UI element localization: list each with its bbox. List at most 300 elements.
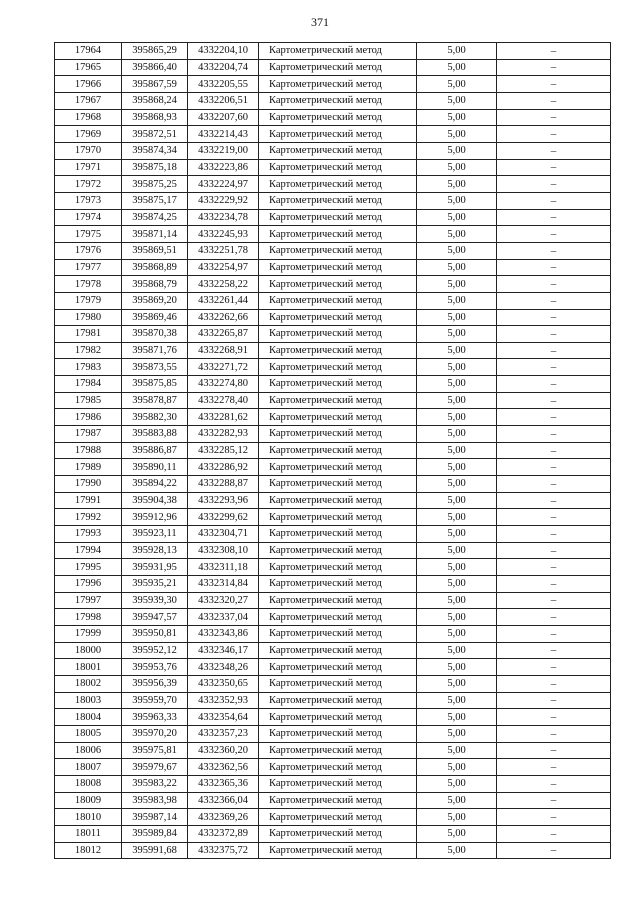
method-cell: Картометрический метод <box>259 476 417 493</box>
y-coordinate-cell: 4332285,12 <box>188 442 259 459</box>
accuracy-cell: 5,00 <box>417 309 497 326</box>
point-number-cell: 18009 <box>55 792 122 809</box>
x-coordinate-cell: 395912,96 <box>122 509 188 526</box>
point-number-cell: 17969 <box>55 126 122 143</box>
note-cell: – <box>497 642 611 659</box>
table-row <box>55 592 611 609</box>
method-cell: Картометрический метод <box>259 659 417 676</box>
method-cell: Картометрический метод <box>259 309 417 326</box>
y-coordinate-cell: 4332375,72 <box>188 842 259 859</box>
point-number-cell: 17975 <box>55 226 122 243</box>
x-coordinate-cell: 395875,85 <box>122 376 188 393</box>
table-row <box>55 609 611 626</box>
x-coordinate-cell: 395950,81 <box>122 625 188 642</box>
table-row <box>55 43 611 60</box>
method-cell: Картометрический метод <box>259 742 417 759</box>
x-coordinate-cell: 395928,13 <box>122 542 188 559</box>
point-number-cell: 18001 <box>55 659 122 676</box>
note-cell: – <box>497 59 611 76</box>
x-coordinate-cell: 395878,87 <box>122 392 188 409</box>
accuracy-cell: 5,00 <box>417 142 497 159</box>
note-cell: – <box>497 159 611 176</box>
method-cell: Картометрический метод <box>259 359 417 376</box>
y-coordinate-cell: 4332268,91 <box>188 342 259 359</box>
point-number-cell: 17966 <box>55 76 122 93</box>
x-coordinate-cell: 395870,38 <box>122 326 188 343</box>
note-cell: – <box>497 792 611 809</box>
point-number-cell: 17973 <box>55 192 122 209</box>
table-row <box>55 59 611 76</box>
note-cell: – <box>497 742 611 759</box>
point-number-cell: 18011 <box>55 825 122 842</box>
accuracy-cell: 5,00 <box>417 109 497 126</box>
note-cell: – <box>497 276 611 293</box>
note-cell: – <box>497 459 611 476</box>
y-coordinate-cell: 4332219,00 <box>188 142 259 159</box>
table-row <box>55 342 611 359</box>
method-cell: Картометрический метод <box>259 92 417 109</box>
point-number-cell: 18008 <box>55 775 122 792</box>
table-row <box>55 642 611 659</box>
note-cell: – <box>497 43 611 60</box>
accuracy-cell: 5,00 <box>417 659 497 676</box>
point-number-cell: 17997 <box>55 592 122 609</box>
point-number-cell: 17974 <box>55 209 122 226</box>
point-number-cell: 17992 <box>55 509 122 526</box>
x-coordinate-cell: 395865,29 <box>122 43 188 60</box>
y-coordinate-cell: 4332254,97 <box>188 259 259 276</box>
point-number-cell: 17979 <box>55 292 122 309</box>
accuracy-cell: 5,00 <box>417 576 497 593</box>
method-cell: Картометрический метод <box>259 609 417 626</box>
y-coordinate-cell: 4332281,62 <box>188 409 259 426</box>
coordinates-table <box>54 42 611 859</box>
method-cell: Картометрический метод <box>259 409 417 426</box>
point-number-cell: 17981 <box>55 326 122 343</box>
y-coordinate-cell: 4332224,97 <box>188 176 259 193</box>
accuracy-cell: 5,00 <box>417 725 497 742</box>
note-cell: – <box>497 526 611 543</box>
table-row <box>55 442 611 459</box>
accuracy-cell: 5,00 <box>417 609 497 626</box>
table-row <box>55 459 611 476</box>
note-cell: – <box>497 576 611 593</box>
table-row <box>55 759 611 776</box>
accuracy-cell: 5,00 <box>417 126 497 143</box>
method-cell: Картометрический метод <box>259 292 417 309</box>
accuracy-cell: 5,00 <box>417 392 497 409</box>
table-row <box>55 209 611 226</box>
accuracy-cell: 5,00 <box>417 809 497 826</box>
x-coordinate-cell: 395956,39 <box>122 675 188 692</box>
note-cell: – <box>497 292 611 309</box>
accuracy-cell: 5,00 <box>417 526 497 543</box>
method-cell: Картометрический метод <box>259 176 417 193</box>
table-row <box>55 692 611 709</box>
point-number-cell: 17995 <box>55 559 122 576</box>
method-cell: Картометрический метод <box>259 226 417 243</box>
x-coordinate-cell: 395953,76 <box>122 659 188 676</box>
note-cell: – <box>497 542 611 559</box>
table-row <box>55 76 611 93</box>
note-cell: – <box>497 326 611 343</box>
table-row <box>55 542 611 559</box>
x-coordinate-cell: 395979,67 <box>122 759 188 776</box>
y-coordinate-cell: 4332205,55 <box>188 76 259 93</box>
point-number-cell: 18010 <box>55 809 122 826</box>
method-cell: Картометрический метод <box>259 576 417 593</box>
y-coordinate-cell: 4332258,22 <box>188 276 259 293</box>
point-number-cell: 17988 <box>55 442 122 459</box>
method-cell: Картометрический метод <box>259 159 417 176</box>
method-cell: Картометрический метод <box>259 559 417 576</box>
y-coordinate-cell: 4332299,62 <box>188 509 259 526</box>
x-coordinate-cell: 395873,55 <box>122 359 188 376</box>
method-cell: Картометрический метод <box>259 426 417 443</box>
point-number-cell: 17972 <box>55 176 122 193</box>
y-coordinate-cell: 4332245,93 <box>188 226 259 243</box>
y-coordinate-cell: 4332314,84 <box>188 576 259 593</box>
x-coordinate-cell: 395869,46 <box>122 309 188 326</box>
y-coordinate-cell: 4332229,92 <box>188 192 259 209</box>
point-number-cell: 17984 <box>55 376 122 393</box>
accuracy-cell: 5,00 <box>417 242 497 259</box>
x-coordinate-cell: 395875,18 <box>122 159 188 176</box>
method-cell: Картометрический метод <box>259 442 417 459</box>
note-cell: – <box>497 76 611 93</box>
y-coordinate-cell: 4332261,44 <box>188 292 259 309</box>
x-coordinate-cell: 395952,12 <box>122 642 188 659</box>
method-cell: Картометрический метод <box>259 509 417 526</box>
note-cell: – <box>497 625 611 642</box>
note-cell: – <box>497 809 611 826</box>
table-row <box>55 176 611 193</box>
method-cell: Картометрический метод <box>259 259 417 276</box>
table-row <box>55 226 611 243</box>
x-coordinate-cell: 395871,76 <box>122 342 188 359</box>
accuracy-cell: 5,00 <box>417 642 497 659</box>
accuracy-cell: 5,00 <box>417 159 497 176</box>
note-cell: – <box>497 559 611 576</box>
method-cell: Картометрический метод <box>259 376 417 393</box>
x-coordinate-cell: 395882,30 <box>122 409 188 426</box>
note-cell: – <box>497 509 611 526</box>
note-cell: – <box>497 476 611 493</box>
accuracy-cell: 5,00 <box>417 592 497 609</box>
accuracy-cell: 5,00 <box>417 709 497 726</box>
x-coordinate-cell: 395987,14 <box>122 809 188 826</box>
y-coordinate-cell: 4332311,18 <box>188 559 259 576</box>
y-coordinate-cell: 4332354,64 <box>188 709 259 726</box>
x-coordinate-cell: 395872,51 <box>122 126 188 143</box>
method-cell: Картометрический метод <box>259 326 417 343</box>
table-row <box>55 326 611 343</box>
table-row <box>55 309 611 326</box>
point-number-cell: 17993 <box>55 526 122 543</box>
note-cell: – <box>497 309 611 326</box>
note-cell: – <box>497 259 611 276</box>
table-row <box>55 109 611 126</box>
coordinates-table-body <box>55 43 611 859</box>
method-cell: Картометрический метод <box>259 109 417 126</box>
x-coordinate-cell: 395868,89 <box>122 259 188 276</box>
table-row <box>55 192 611 209</box>
table-row <box>55 809 611 826</box>
accuracy-cell: 5,00 <box>417 259 497 276</box>
note-cell: – <box>497 376 611 393</box>
method-cell: Картометрический метод <box>259 759 417 776</box>
y-coordinate-cell: 4332223,86 <box>188 159 259 176</box>
y-coordinate-cell: 4332204,10 <box>188 43 259 60</box>
accuracy-cell: 5,00 <box>417 426 497 443</box>
y-coordinate-cell: 4332214,43 <box>188 126 259 143</box>
note-cell: – <box>497 92 611 109</box>
point-number-cell: 18005 <box>55 725 122 742</box>
accuracy-cell: 5,00 <box>417 442 497 459</box>
method-cell: Картометрический метод <box>259 43 417 60</box>
x-coordinate-cell: 395991,68 <box>122 842 188 859</box>
method-cell: Картометрический метод <box>259 825 417 842</box>
accuracy-cell: 5,00 <box>417 492 497 509</box>
point-number-cell: 17971 <box>55 159 122 176</box>
table-row <box>55 376 611 393</box>
accuracy-cell: 5,00 <box>417 276 497 293</box>
note-cell: – <box>497 192 611 209</box>
accuracy-cell: 5,00 <box>417 476 497 493</box>
y-coordinate-cell: 4332265,87 <box>188 326 259 343</box>
table-row <box>55 426 611 443</box>
table-row <box>55 476 611 493</box>
note-cell: – <box>497 359 611 376</box>
x-coordinate-cell: 395875,17 <box>122 192 188 209</box>
y-coordinate-cell: 4332369,26 <box>188 809 259 826</box>
note-cell: – <box>497 409 611 426</box>
y-coordinate-cell: 4332282,93 <box>188 426 259 443</box>
method-cell: Картометрический метод <box>259 342 417 359</box>
point-number-cell: 18007 <box>55 759 122 776</box>
table-row <box>55 142 611 159</box>
y-coordinate-cell: 4332320,27 <box>188 592 259 609</box>
note-cell: – <box>497 709 611 726</box>
x-coordinate-cell: 395904,38 <box>122 492 188 509</box>
method-cell: Картометрический метод <box>259 625 417 642</box>
method-cell: Картометрический метод <box>259 542 417 559</box>
y-coordinate-cell: 4332308,10 <box>188 542 259 559</box>
y-coordinate-cell: 4332262,66 <box>188 309 259 326</box>
y-coordinate-cell: 4332360,20 <box>188 742 259 759</box>
x-coordinate-cell: 395868,24 <box>122 92 188 109</box>
note-cell: – <box>497 442 611 459</box>
note-cell: – <box>497 126 611 143</box>
table-row <box>55 559 611 576</box>
method-cell: Картометрический метод <box>259 675 417 692</box>
accuracy-cell: 5,00 <box>417 209 497 226</box>
x-coordinate-cell: 395894,22 <box>122 476 188 493</box>
x-coordinate-cell: 395868,79 <box>122 276 188 293</box>
table-row <box>55 625 611 642</box>
y-coordinate-cell: 4332286,92 <box>188 459 259 476</box>
accuracy-cell: 5,00 <box>417 759 497 776</box>
note-cell: – <box>497 142 611 159</box>
accuracy-cell: 5,00 <box>417 376 497 393</box>
point-number-cell: 17985 <box>55 392 122 409</box>
y-coordinate-cell: 4332204,74 <box>188 59 259 76</box>
note-cell: – <box>497 725 611 742</box>
table-row <box>55 526 611 543</box>
point-number-cell: 18012 <box>55 842 122 859</box>
method-cell: Картометрический метод <box>259 725 417 742</box>
method-cell: Картометрический метод <box>259 809 417 826</box>
x-coordinate-cell: 395868,93 <box>122 109 188 126</box>
method-cell: Картометрический метод <box>259 76 417 93</box>
accuracy-cell: 5,00 <box>417 359 497 376</box>
table-row <box>55 392 611 409</box>
point-number-cell: 17991 <box>55 492 122 509</box>
method-cell: Картометрический метод <box>259 592 417 609</box>
note-cell: – <box>497 825 611 842</box>
y-coordinate-cell: 4332343,86 <box>188 625 259 642</box>
y-coordinate-cell: 4332352,93 <box>188 692 259 709</box>
note-cell: – <box>497 209 611 226</box>
method-cell: Картометрический метод <box>259 842 417 859</box>
accuracy-cell: 5,00 <box>417 292 497 309</box>
y-coordinate-cell: 4332348,26 <box>188 659 259 676</box>
table-row <box>55 709 611 726</box>
note-cell: – <box>497 492 611 509</box>
x-coordinate-cell: 395935,21 <box>122 576 188 593</box>
accuracy-cell: 5,00 <box>417 226 497 243</box>
note-cell: – <box>497 392 611 409</box>
note-cell: – <box>497 775 611 792</box>
x-coordinate-cell: 395931,95 <box>122 559 188 576</box>
y-coordinate-cell: 4332346,17 <box>188 642 259 659</box>
x-coordinate-cell: 395866,40 <box>122 59 188 76</box>
method-cell: Картометрический метод <box>259 142 417 159</box>
note-cell: – <box>497 609 611 626</box>
note-cell: – <box>497 842 611 859</box>
table-row <box>55 276 611 293</box>
method-cell: Картометрический метод <box>259 276 417 293</box>
table-row <box>55 675 611 692</box>
point-number-cell: 17989 <box>55 459 122 476</box>
accuracy-cell: 5,00 <box>417 509 497 526</box>
note-cell: – <box>497 176 611 193</box>
accuracy-cell: 5,00 <box>417 176 497 193</box>
y-coordinate-cell: 4332304,71 <box>188 526 259 543</box>
method-cell: Картометрический метод <box>259 192 417 209</box>
point-number-cell: 18006 <box>55 742 122 759</box>
method-cell: Картометрический метод <box>259 775 417 792</box>
x-coordinate-cell: 395875,25 <box>122 176 188 193</box>
point-number-cell: 17980 <box>55 309 122 326</box>
table-row <box>55 576 611 593</box>
accuracy-cell: 5,00 <box>417 59 497 76</box>
accuracy-cell: 5,00 <box>417 326 497 343</box>
y-coordinate-cell: 4332362,56 <box>188 759 259 776</box>
x-coordinate-cell: 395886,87 <box>122 442 188 459</box>
note-cell: – <box>497 226 611 243</box>
accuracy-cell: 5,00 <box>417 409 497 426</box>
accuracy-cell: 5,00 <box>417 76 497 93</box>
table-row <box>55 842 611 859</box>
x-coordinate-cell: 395869,20 <box>122 292 188 309</box>
method-cell: Картометрический метод <box>259 459 417 476</box>
table-row <box>55 359 611 376</box>
point-number-cell: 17970 <box>55 142 122 159</box>
x-coordinate-cell: 395983,98 <box>122 792 188 809</box>
method-cell: Картометрический метод <box>259 392 417 409</box>
x-coordinate-cell: 395890,11 <box>122 459 188 476</box>
table-row <box>55 242 611 259</box>
table-row <box>55 409 611 426</box>
note-cell: – <box>497 426 611 443</box>
method-cell: Картометрический метод <box>259 792 417 809</box>
point-number-cell: 17987 <box>55 426 122 443</box>
method-cell: Картометрический метод <box>259 242 417 259</box>
table-row <box>55 492 611 509</box>
x-coordinate-cell: 395867,59 <box>122 76 188 93</box>
point-number-cell: 18003 <box>55 692 122 709</box>
method-cell: Картометрический метод <box>259 709 417 726</box>
accuracy-cell: 5,00 <box>417 692 497 709</box>
note-cell: – <box>497 592 611 609</box>
note-cell: – <box>497 109 611 126</box>
method-cell: Картометрический метод <box>259 492 417 509</box>
accuracy-cell: 5,00 <box>417 675 497 692</box>
x-coordinate-cell: 395869,51 <box>122 242 188 259</box>
accuracy-cell: 5,00 <box>417 192 497 209</box>
point-number-cell: 17976 <box>55 242 122 259</box>
point-number-cell: 17967 <box>55 92 122 109</box>
y-coordinate-cell: 4332293,96 <box>188 492 259 509</box>
point-number-cell: 17965 <box>55 59 122 76</box>
accuracy-cell: 5,00 <box>417 459 497 476</box>
accuracy-cell: 5,00 <box>417 825 497 842</box>
note-cell: – <box>497 675 611 692</box>
y-coordinate-cell: 4332357,23 <box>188 725 259 742</box>
x-coordinate-cell: 395874,25 <box>122 209 188 226</box>
accuracy-cell: 5,00 <box>417 92 497 109</box>
point-number-cell: 17994 <box>55 542 122 559</box>
accuracy-cell: 5,00 <box>417 792 497 809</box>
accuracy-cell: 5,00 <box>417 559 497 576</box>
y-coordinate-cell: 4332207,60 <box>188 109 259 126</box>
point-number-cell: 17977 <box>55 259 122 276</box>
y-coordinate-cell: 4332278,40 <box>188 392 259 409</box>
y-coordinate-cell: 4332288,87 <box>188 476 259 493</box>
method-cell: Картометрический метод <box>259 642 417 659</box>
accuracy-cell: 5,00 <box>417 43 497 60</box>
y-coordinate-cell: 4332372,89 <box>188 825 259 842</box>
accuracy-cell: 5,00 <box>417 625 497 642</box>
point-number-cell: 17990 <box>55 476 122 493</box>
accuracy-cell: 5,00 <box>417 342 497 359</box>
table-row <box>55 792 611 809</box>
point-number-cell: 18000 <box>55 642 122 659</box>
accuracy-cell: 5,00 <box>417 742 497 759</box>
x-coordinate-cell: 395883,88 <box>122 426 188 443</box>
note-cell: – <box>497 659 611 676</box>
point-number-cell: 17964 <box>55 43 122 60</box>
y-coordinate-cell: 4332337,04 <box>188 609 259 626</box>
point-number-cell: 17978 <box>55 276 122 293</box>
point-number-cell: 17982 <box>55 342 122 359</box>
x-coordinate-cell: 395975,81 <box>122 742 188 759</box>
method-cell: Картометрический метод <box>259 59 417 76</box>
y-coordinate-cell: 4332234,78 <box>188 209 259 226</box>
table-row <box>55 259 611 276</box>
y-coordinate-cell: 4332365,36 <box>188 775 259 792</box>
